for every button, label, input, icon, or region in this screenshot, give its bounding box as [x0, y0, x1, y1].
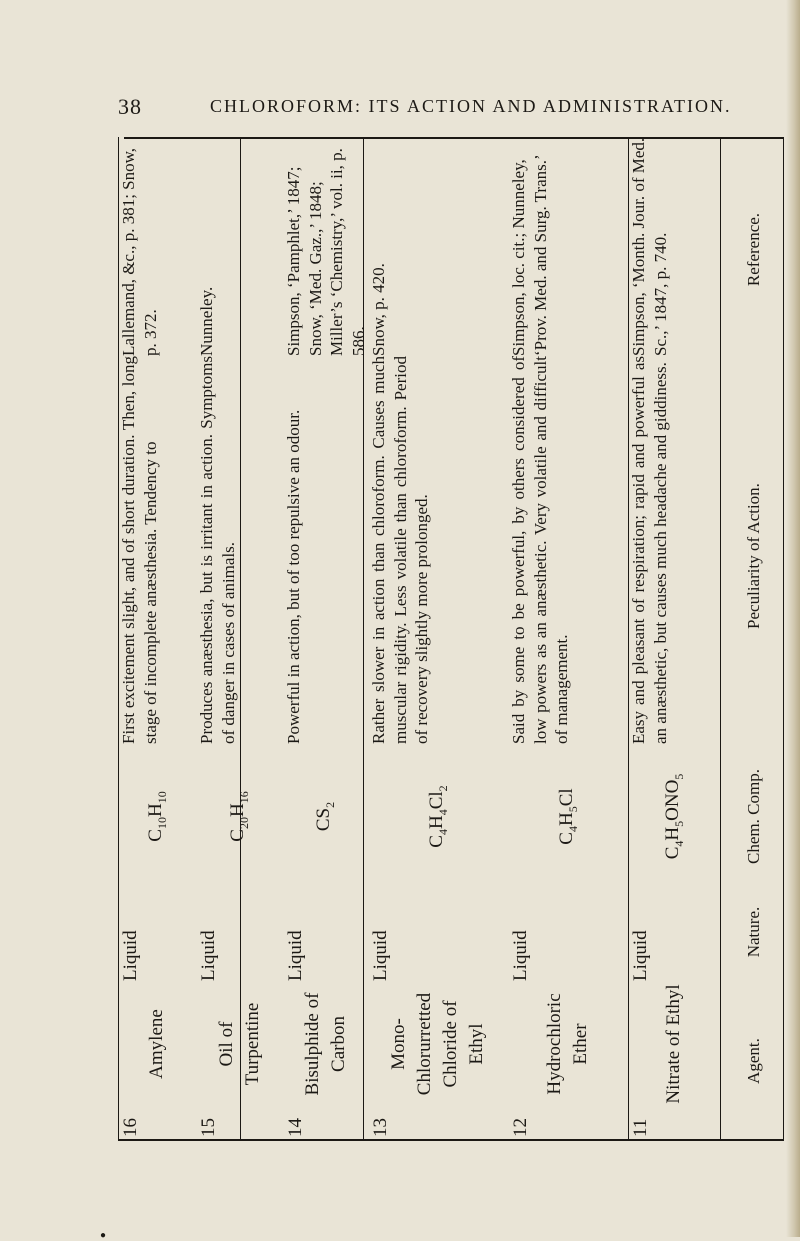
- header-peculiarity: Peculiarity of Action.: [744, 483, 763, 629]
- page-edge: [786, 0, 800, 1237]
- printer-dot: ●: [100, 1230, 107, 1241]
- formula-subscript: 2: [435, 785, 450, 792]
- formula-subscript: 20: [236, 817, 251, 830]
- nature-value: Liquid: [198, 930, 219, 981]
- formula-subscript: 16: [236, 791, 251, 804]
- formula-subscript: 4: [565, 826, 580, 832]
- row-number: 13: [370, 1118, 391, 1137]
- nature-value: Liquid: [285, 930, 306, 981]
- peculiarity-text: Easy and pleasant of respiration; rapid and powerful as an anæsthetic, but causes much headache and giddiness.: [629, 356, 670, 744]
- agent-name: Hydrochloric Ether: [544, 993, 591, 1095]
- formula-subscript: 5: [671, 820, 686, 827]
- chemical-formula: [368, 750, 508, 883]
- row-number: 16: [120, 1118, 141, 1137]
- agent-name: Amylene: [146, 1009, 167, 1079]
- chemical-formula: [118, 750, 196, 883]
- chemical-formula: [508, 750, 628, 883]
- reference-text: Simpson, loc. cit.; Nunneley, ‘Prov. Med. and Surg. Trans.’: [509, 154, 550, 356]
- page-number: 38: [118, 94, 142, 119]
- formula-part: H: [425, 815, 447, 829]
- formula-part: ONO: [661, 779, 683, 821]
- row-number: 11: [630, 1118, 651, 1137]
- chemical-formula: [283, 750, 368, 883]
- row-number: 14: [285, 1118, 306, 1137]
- nature-value: Liquid: [630, 930, 651, 981]
- peculiarity-text: First excitement slight, and of short duration. Then, long stage of incomplete anæsthesia. Tendency to: [119, 356, 160, 744]
- reference-text: Simpson, ‘Pamphlet,’ 1847; Snow, ‘Med. Gaz.,’ 1848; Miller’s ‘Chemistry,’ vol. ii, p. 586.: [284, 148, 368, 356]
- header-reference: Reference.: [744, 212, 763, 287]
- table-row: [628, 137, 720, 1141]
- reference-text: Simpson, ‘Month. Jour. of Med. Sc.,’ 1847, p. 740.: [629, 137, 670, 356]
- formula-subscript: 5: [671, 773, 686, 780]
- formula-subscript: 5: [565, 806, 580, 813]
- agent-name: Nitrate of Ethyl: [663, 984, 684, 1104]
- formula-part: Cl: [425, 791, 447, 810]
- agent-name: Mono-Chlorurretted Chloride of Ethyl: [388, 992, 487, 1096]
- formula-subscript: 4: [671, 840, 686, 847]
- row-number: 15: [198, 1118, 219, 1137]
- table-row: [508, 137, 628, 1141]
- table-row: [196, 137, 283, 1141]
- table-row: [368, 137, 508, 1141]
- row-number: 12: [510, 1118, 531, 1137]
- table-header-row: [720, 137, 784, 1141]
- formula-subscript: 2: [322, 801, 337, 808]
- chemical-formula: [628, 750, 720, 883]
- peculiarity-text: Powerful in action, but of too repulsive an odour.: [284, 409, 303, 744]
- formula-subscript: 10: [154, 791, 169, 804]
- formula-subscript: 4: [435, 829, 450, 835]
- peculiarity-text: Said by some to be powerful, by others considered of low powers as an anæsthetic. Very volatile and difficult of management.: [509, 356, 571, 744]
- reference-text: Nunneley.: [197, 286, 216, 356]
- table-row: [283, 137, 368, 1141]
- formula-part: H: [555, 812, 577, 826]
- formula-part: H: [144, 803, 166, 818]
- running-title: CHLOROFORM: ITS ACTION AND ADMINISTRATION.: [210, 96, 732, 116]
- formula-part: Cl: [555, 788, 577, 807]
- formula-part: H: [661, 826, 683, 841]
- page-header: [0, 94, 800, 124]
- table-row: [118, 137, 196, 1141]
- nature-value: Liquid: [370, 930, 391, 981]
- formula-part: C: [227, 829, 249, 842]
- reference-text: Lallemand, &c., p. 381; Snow, p. 372.: [119, 147, 160, 356]
- formula-subscript: 10: [154, 817, 169, 830]
- rotated-table-body: [118, 137, 784, 1141]
- formula-part: C: [425, 835, 447, 848]
- reference-text: Snow, p. 420.: [369, 263, 388, 356]
- formula-subscript: 4: [435, 809, 450, 816]
- formula-part: C: [555, 832, 577, 845]
- header-agent: Agent.: [744, 1038, 763, 1084]
- formula-part: CS: [313, 807, 335, 832]
- chemical-formula: [196, 750, 283, 883]
- agent-name: Bisulphide of Carbon: [301, 992, 349, 1096]
- header-nature: Nature.: [744, 906, 763, 958]
- peculiarity-text: Rather slower in action than chloroform. Causes much muscular rigidity. Less volatile than chloroform. Period of recovery slightly more prolonged.: [369, 356, 431, 744]
- nature-value: Liquid: [510, 930, 531, 981]
- formula-part: C: [144, 829, 166, 842]
- formula-part: H: [227, 803, 249, 818]
- header-chem-comp: Chem. Comp.: [744, 769, 763, 864]
- peculiarity-text: Produces anæsthesia, but is irritant in action. Symptoms of danger in cases of animals.: [197, 356, 238, 744]
- agents-table: [118, 137, 784, 1141]
- agent-name: Oil of Turpentine: [215, 1002, 263, 1086]
- nature-value: Liquid: [120, 930, 141, 981]
- formula-part: C: [661, 846, 683, 860]
